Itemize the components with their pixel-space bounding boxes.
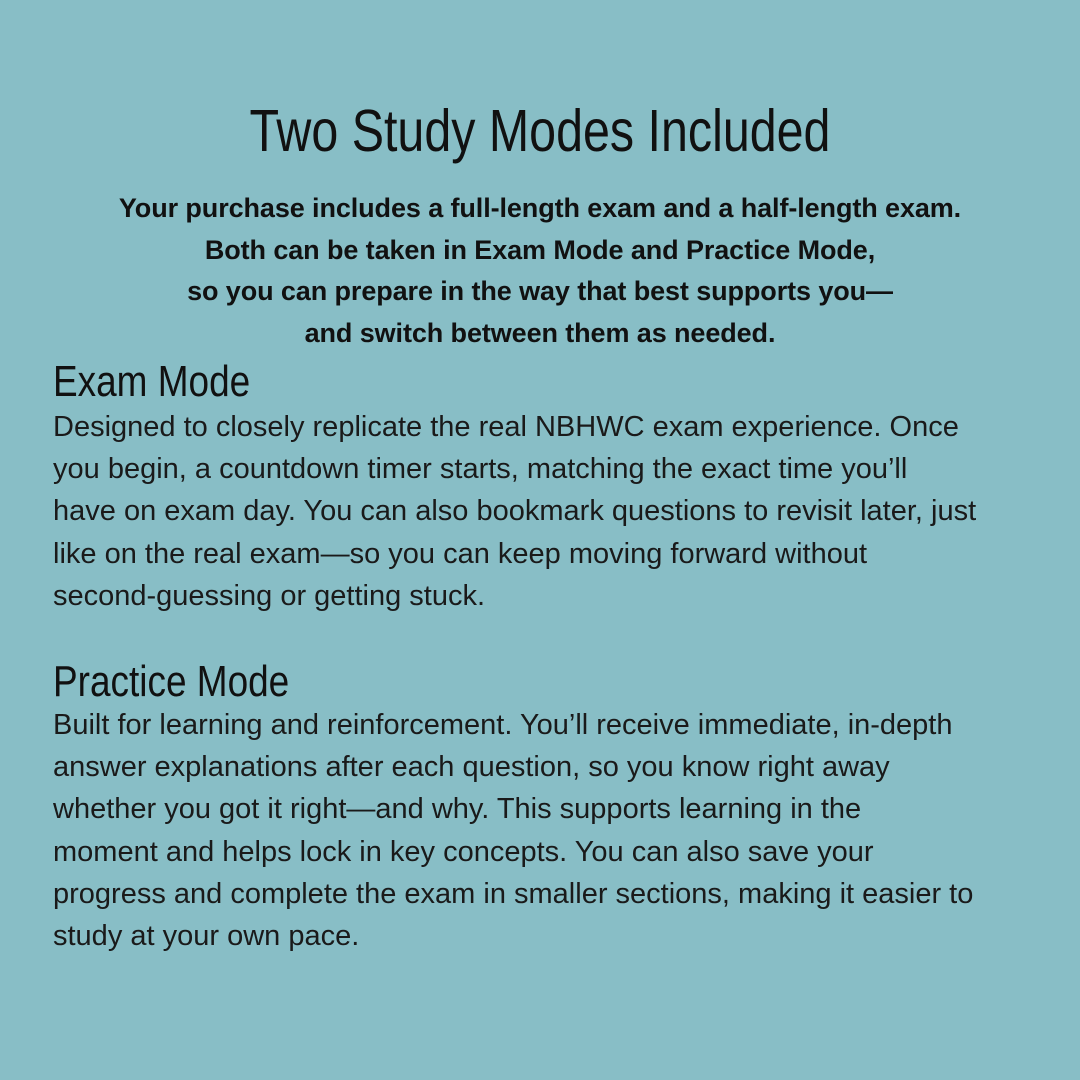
- intro-line: and switch between them as needed.: [304, 317, 776, 348]
- exam-mode-line: you begin, a countdown timer starts, matching the exact time you’ll: [53, 453, 908, 486]
- practice-mode-description: [53, 704, 1043, 957]
- practice-mode-line: study at your own pace.: [53, 920, 360, 953]
- exam-mode-description: [53, 406, 1043, 617]
- practice-mode-line: moment and helps lock in key concepts. You can also save your: [53, 835, 874, 868]
- exam-mode-heading: Exam Mode: [53, 357, 251, 406]
- page-title: Two Study Modes Included: [249, 98, 831, 164]
- practice-mode-line: whether you got it right—and why. This supports learning in the: [53, 793, 862, 826]
- exam-mode-line: like on the real exam—so you can keep moving forward without: [53, 537, 868, 570]
- practice-mode-line: answer explanations after each question, so you know right away: [53, 751, 890, 784]
- practice-mode-line: progress and complete the exam in smaller sections, making it easier to: [53, 877, 974, 910]
- practice-mode-heading: Practice Mode: [53, 657, 290, 706]
- intro-line: Both can be taken in Exam Mode and Practice Mode,: [204, 234, 876, 265]
- intro-paragraph: [35, 188, 1045, 354]
- intro-line: Your purchase includes a full-length exam and a half-length exam.: [118, 193, 962, 223]
- practice-mode-section: [53, 654, 1043, 957]
- exam-mode-section: [53, 354, 1043, 617]
- intro-line: so you can prepare in the way that best supports you—: [187, 276, 893, 306]
- practice-mode-line: Built for learning and reinforcement. You’ll receive immediate, in-depth: [53, 709, 953, 741]
- exam-mode-line: Designed to closely replicate the real NBHWC exam experience. Once: [53, 411, 959, 443]
- exam-mode-line: second-guessing or getting stuck.: [53, 579, 486, 612]
- exam-mode-line: have on exam day. You can also bookmark questions to revisit later, just: [53, 495, 977, 528]
